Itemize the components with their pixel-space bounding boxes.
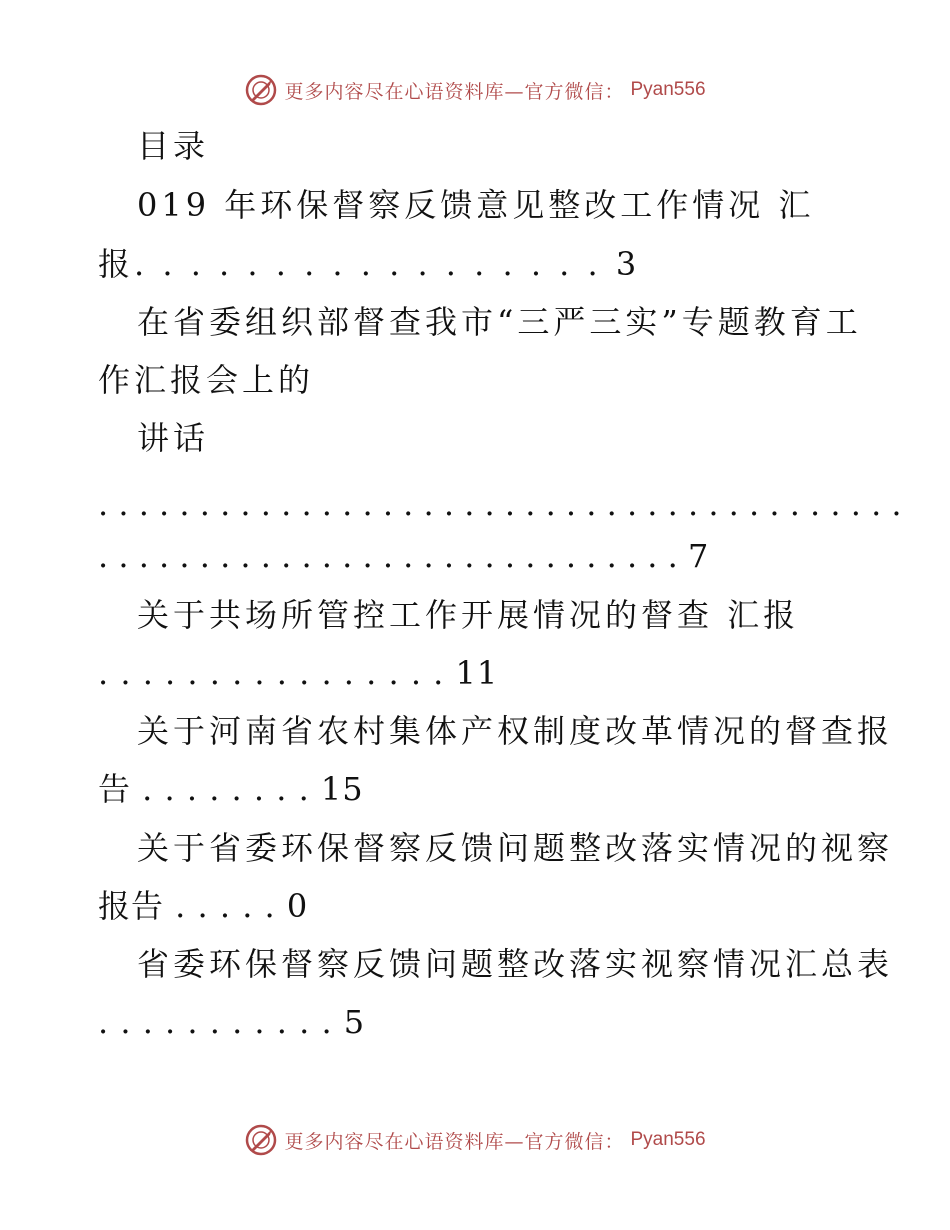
toc-line-1: 019 年环保督察反馈意见整改工作情况 汇 <box>137 186 815 224</box>
toc-line-5: 讲话 <box>137 419 210 457</box>
banner-code: Pyan556 <box>630 79 706 100</box>
toc-line-8: 关于共场所管控工作开展情况的督查 汇报 <box>137 596 800 634</box>
toc-line-4: 作汇报会上的 <box>98 361 315 399</box>
toc-title: 目录 <box>137 127 210 165</box>
toc-line-12: 关于省委环保督察反馈问题整改落实情况的视察 <box>137 829 894 867</box>
pen-logo-icon <box>244 1123 278 1157</box>
footer-banner <box>0 1120 950 1160</box>
toc-line-14: 省委环保督察反馈问题整改落实视察情况汇总表 <box>137 945 894 983</box>
toc-line-15: . . . . . . . . . . . 5 <box>98 1003 366 1041</box>
toc-line-7: . . . . . . . . . . . . . . . . . . . . . . . . . . . . . 7 <box>98 537 709 575</box>
banner-text: 更多内容尽在心语资料库—官方微信： <box>284 80 625 103</box>
toc-line-10: 关于河南省农村集体产权制度改革情况的督查报 <box>137 712 894 750</box>
header-banner <box>0 70 950 110</box>
toc-line-6: . . . . . . . . . . . . . . . . . . . . . . . . . . . . . . . . . . . . . . . . <box>98 485 902 523</box>
banner-text: 更多内容尽在心语资料库—官方微信： <box>284 1130 625 1153</box>
toc-line-13: 报告 . . . . . 0 <box>98 887 309 925</box>
toc-line-2: 报. . . . . . . . . . . . . . . . . 3 <box>98 245 641 283</box>
pen-logo-icon <box>244 73 278 107</box>
toc-line-11: 告 . . . . . . . . 15 <box>98 770 364 808</box>
toc-line-3: 在省委组织部督查我市“三严三实”专题教育工 <box>137 303 862 341</box>
toc-line-9: . . . . . . . . . . . . . . . . 11 <box>98 654 499 692</box>
banner-code: Pyan556 <box>630 1129 706 1150</box>
